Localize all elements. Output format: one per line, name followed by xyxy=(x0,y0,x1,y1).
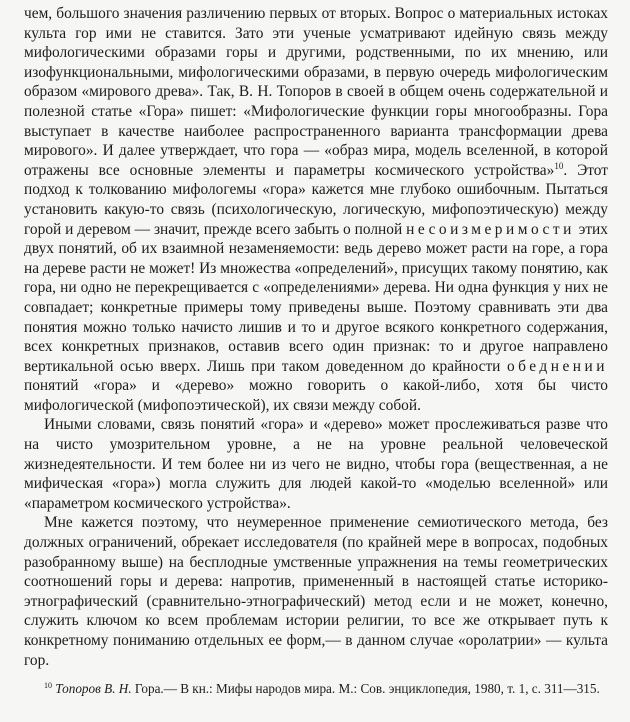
spaced-emphasis-2: обеднении xyxy=(506,357,608,375)
paragraph-1 xyxy=(24,4,608,415)
page-body xyxy=(24,4,608,670)
footnote xyxy=(24,680,608,697)
paragraph-2: Иными словами, связь понятий «гора» и «дерево» может прослеживаться разве что на чисто умозрительном уровне, а не на уровне реальной человеческой жизнедеятельности. И тем более ни из чего не видно, чтобы гора (вещественная, а не мифическая «гора») могла служить для людей какой-то «моделью вселенной» или «параметром космического устройства». xyxy=(24,416,608,512)
paragraph-1-text-c: этих двух понятий, об их взаимной незаменяемости: ведь дерево может расти на горе, а гора на дереве расти не может! Из множества «определений», присущих такому понятию, как гора, ни одно не перекрещивается с «определениями» дерева. Ни одна функция у них не совпадает; конкретные примеры тому приведены выше. Поэтому сравнивать эти два понятия можно только начисто лишив и то и другое всякого конкретного содержания, всех конкретных признаков, оставив всего один признак: то и другое направлено вертикальной осью вверх. Лишь при таком доведенном до крайности xyxy=(24,220,608,375)
footnote-number: 10 xyxy=(44,681,52,690)
footnote-text: Гора.— В кн.: Мифы народов мира. М.: Сов. энциклопедия, 1980, т. 1, с. 311—315. xyxy=(131,681,600,696)
spaced-emphasis-1: несоизмеримости xyxy=(406,220,575,238)
paragraph-1-text-b: . Этот подход к толкованию мифологемы «гора» кажется мне глубоко ошибочным. Пытаться установить какую-то связь (психологическую, логическую, мифопоэтическую) между горой и деревом — значит, прежде всего забыть о полной xyxy=(24,161,608,238)
footnote-author: Топоров В. Н. xyxy=(55,681,132,696)
paragraph-3: Мне кажется поэтому, что неумеренное применение семиотического метода, без должных ограничений, обрекает исследователя (по крайней мере в вопросах, подобных разобранному выше) на бесплодные умственные упражнения на темы геометрических соотношений горы и дерева: напротив, примененный в настоящей статье историко-этнографический (сравнительно-этнографический) метод если и не может, конечно, служить ключом ко всем проблемам истории религии, то все же открывает путь к конкретному пониманию отдельных ее форм,— в данном случае «оролатрии» — культа гор. xyxy=(24,514,608,669)
paragraph-1-text-a: чем, большого значения различению первых от вторых. Вопрос о материальных истоках культа гор ими не ставится. Зато эти ученые усматривают идейную связь между мифологическими образами горы и другими, родственными, по их мнению, или изофункциональными, мифологическими образами, в первую очередь мифологическим образом «мирового древа». Так, В. Н. Топоров в своей в общем очень содержательной и полезной статье «Гора» пишет: «Мифологические функции горы многообразны. Гора выступает в качестве наиболее распространенного варианта трансформации древа мирового». И далее утверждает, что гора — «образ мира, модель вселенной, в которой отражены все основные элементы и параметры космического устройства» xyxy=(24,5,608,179)
paragraph-1-text-d: понятий «гора» и «дерево» можно говорить о какой-либо, хотя бы чисто мифологической (мифопоэтической), их связи между собой. xyxy=(24,377,608,414)
footnote-reference[interactable]: 10 xyxy=(554,160,564,171)
